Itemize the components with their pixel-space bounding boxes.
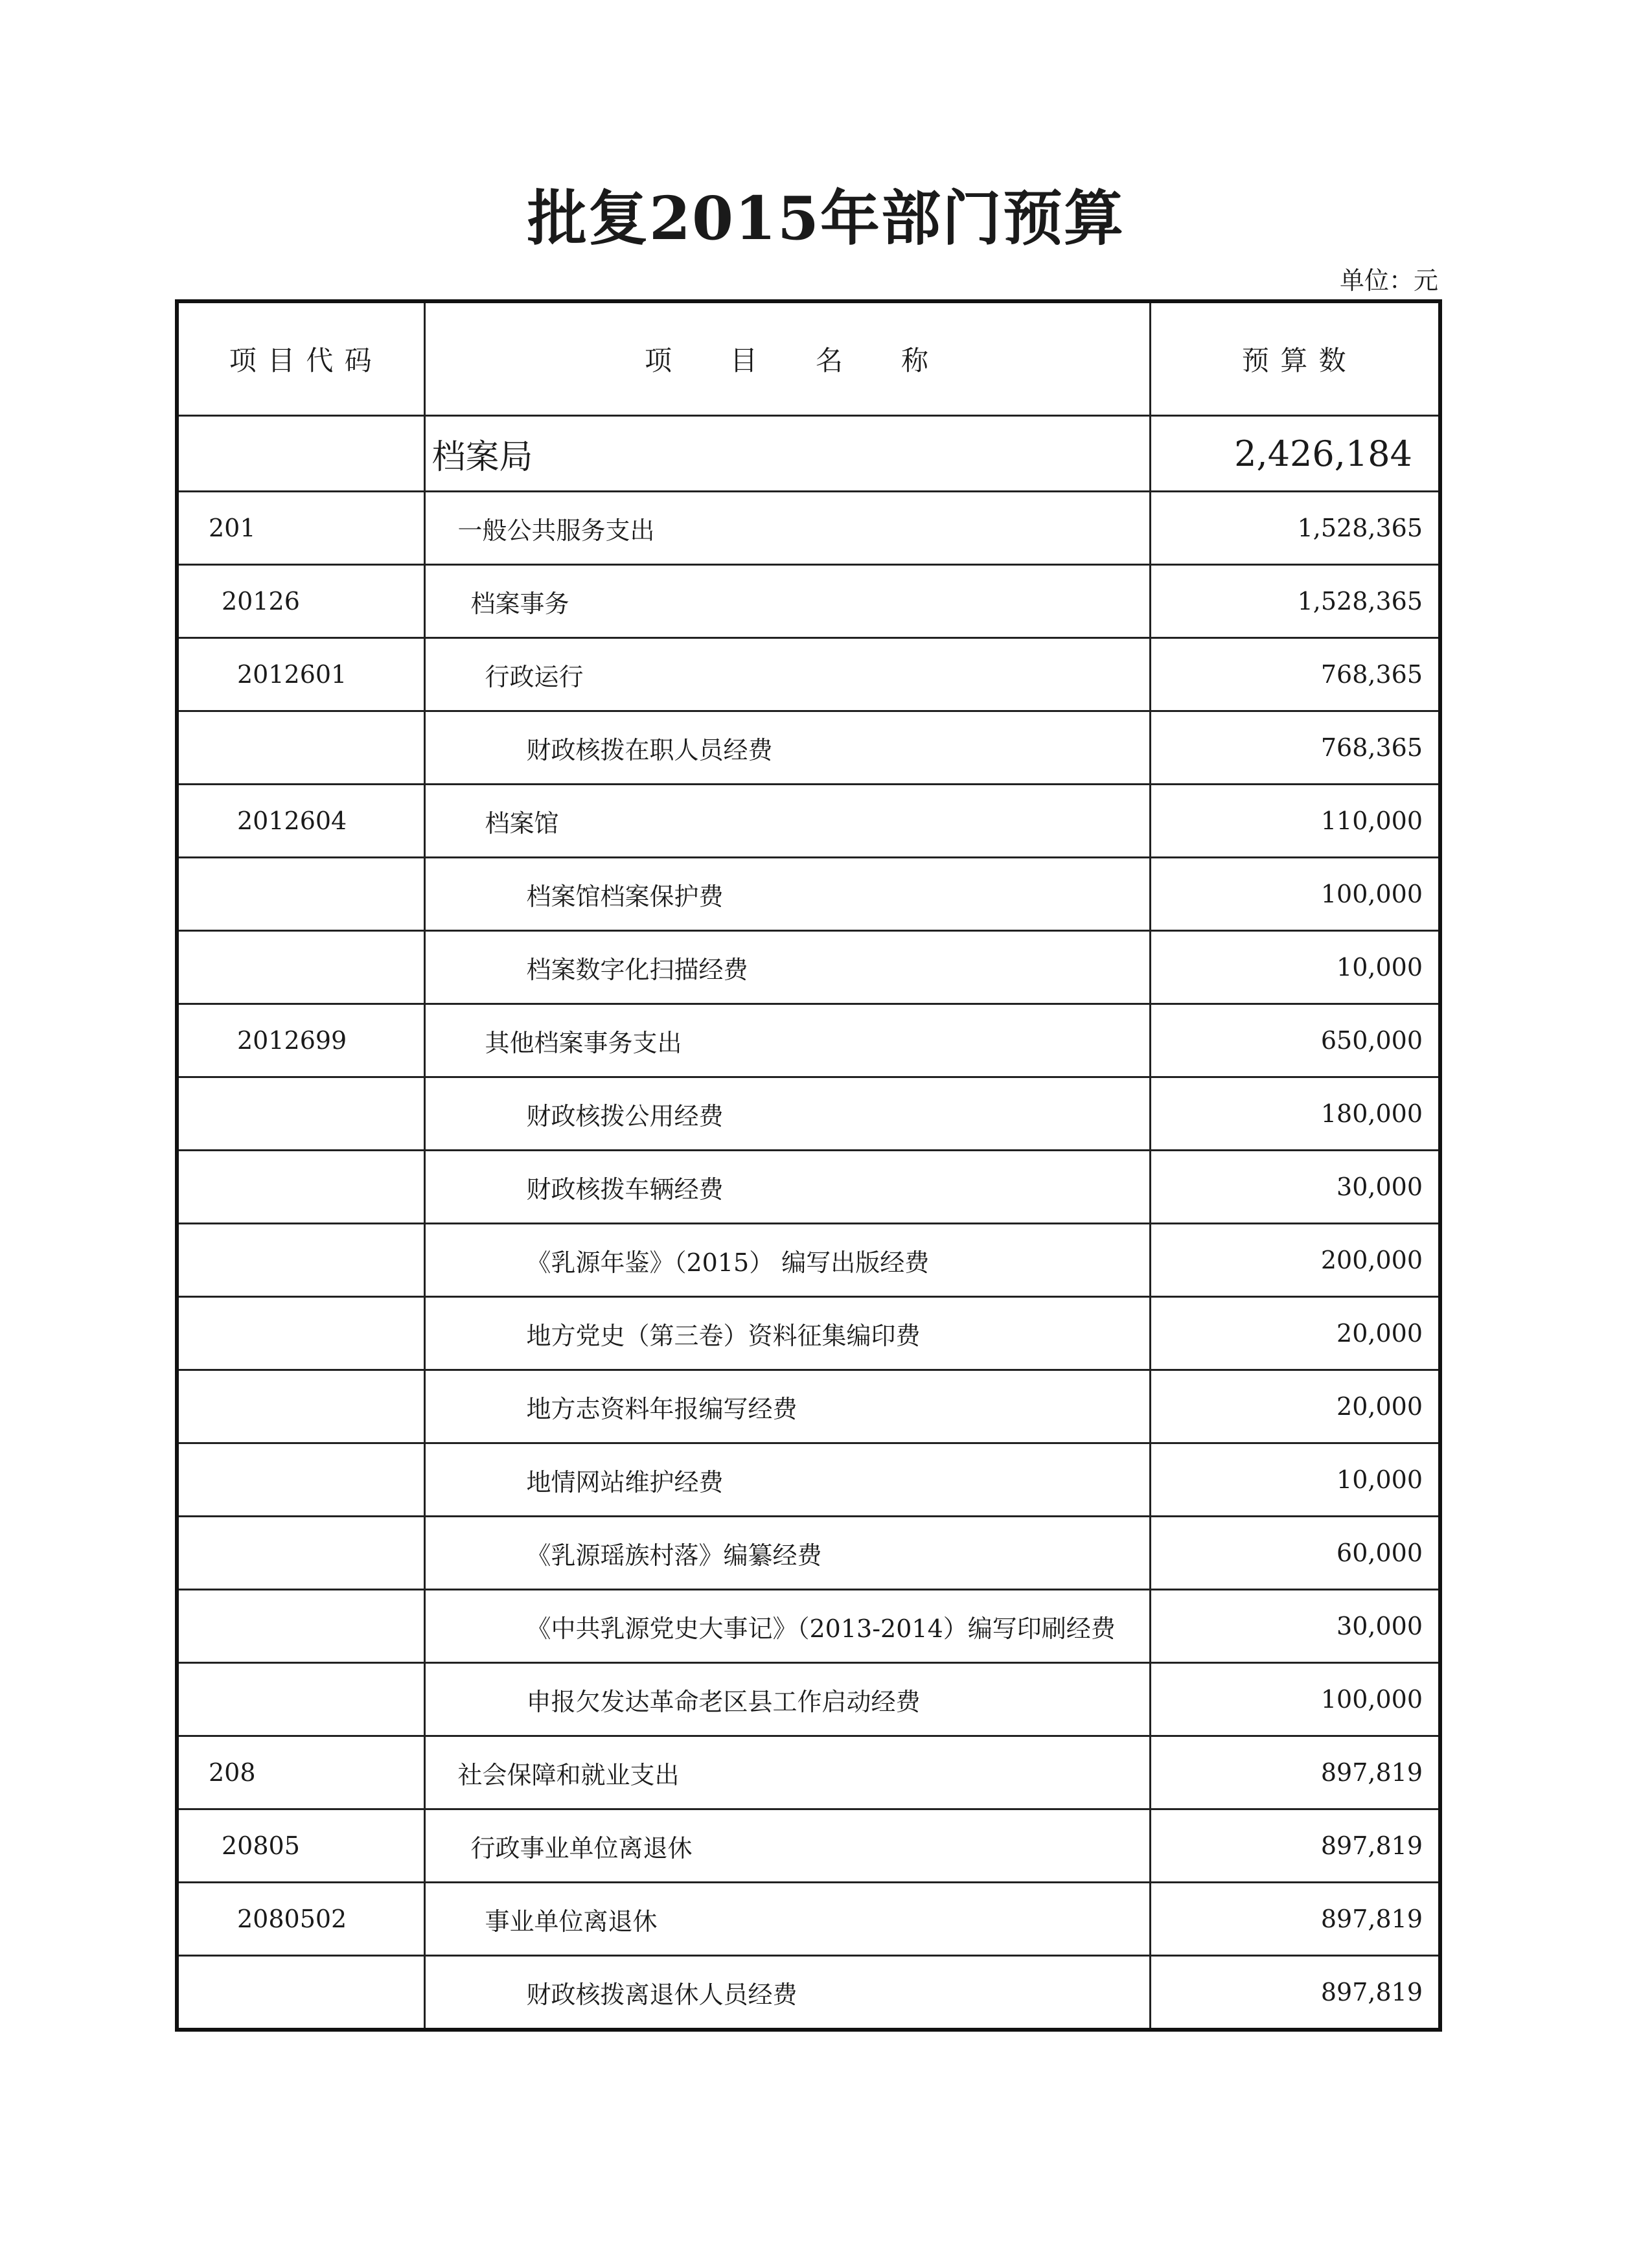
table-row <box>177 1883 1440 1956</box>
item-name: 财政核拨离退休人员经费 <box>424 1956 1150 2030</box>
item-code <box>177 1590 424 1663</box>
table-row <box>177 1809 1440 1883</box>
table-row <box>177 1297 1440 1370</box>
department-name: 档案局 <box>424 416 1150 492</box>
item-amount: 30,000 <box>1150 1590 1440 1663</box>
item-name: 《乳源瑶族村落》编纂经费 <box>424 1517 1150 1590</box>
item-name: 档案事务 <box>424 565 1150 638</box>
table-row <box>177 785 1440 858</box>
item-amount: 10,000 <box>1150 1443 1440 1517</box>
table-row <box>177 1151 1440 1224</box>
item-name: 其他档案事务支出 <box>424 1004 1150 1077</box>
item-amount: 650,000 <box>1150 1004 1440 1077</box>
table-row <box>177 1663 1440 1736</box>
table-row <box>177 565 1440 638</box>
table-row <box>177 858 1440 931</box>
item-code: 2080502 <box>177 1883 424 1956</box>
table-row <box>177 1443 1440 1517</box>
header-name: 项 目 名 称 <box>424 301 1150 416</box>
item-code: 2012699 <box>177 1004 424 1077</box>
item-code <box>177 1224 424 1297</box>
table-row <box>177 1004 1440 1077</box>
item-code <box>177 1151 424 1224</box>
table-row <box>177 1224 1440 1297</box>
item-amount: 768,365 <box>1150 711 1440 785</box>
item-code: 2012604 <box>177 785 424 858</box>
item-name: 档案馆档案保护费 <box>424 858 1150 931</box>
item-name: 地方党史（第三卷）资料征集编印费 <box>424 1297 1150 1370</box>
table-row <box>177 1590 1440 1663</box>
table-row <box>177 711 1440 785</box>
item-amount: 100,000 <box>1150 858 1440 931</box>
item-code: 201 <box>177 492 424 565</box>
item-name: 档案馆 <box>424 785 1150 858</box>
item-amount: 20,000 <box>1150 1370 1440 1443</box>
table-row <box>177 1370 1440 1443</box>
item-amount: 897,819 <box>1150 1736 1440 1809</box>
item-name: 地方志资料年报编写经费 <box>424 1370 1150 1443</box>
item-amount: 768,365 <box>1150 638 1440 711</box>
item-name: 行政运行 <box>424 638 1150 711</box>
item-code <box>177 1663 424 1736</box>
item-amount: 10,000 <box>1150 931 1440 1004</box>
item-name: 档案数字化扫描经费 <box>424 931 1150 1004</box>
table-header-row <box>177 301 1440 416</box>
item-code <box>177 1517 424 1590</box>
item-name: 一般公共服务支出 <box>424 492 1150 565</box>
item-name: 社会保障和就业支出 <box>424 1736 1150 1809</box>
department-code <box>177 416 424 492</box>
item-code <box>177 858 424 931</box>
item-name: 行政事业单位离退休 <box>424 1809 1150 1883</box>
item-code: 208 <box>177 1736 424 1809</box>
table-row <box>177 1956 1440 2030</box>
item-amount: 20,000 <box>1150 1297 1440 1370</box>
header-amount: 预 算 数 <box>1150 301 1440 416</box>
item-amount: 110,000 <box>1150 785 1440 858</box>
item-amount: 100,000 <box>1150 1663 1440 1736</box>
item-amount: 897,819 <box>1150 1809 1440 1883</box>
unit-label: 单位：元 <box>1339 266 1438 295</box>
item-code <box>177 1443 424 1517</box>
item-name: 《乳源年鉴》（2015） 编写出版经费 <box>424 1224 1150 1297</box>
item-code <box>177 1370 424 1443</box>
header-code: 项 目 代 码 <box>177 301 424 416</box>
table-row <box>177 931 1440 1004</box>
table-row <box>177 492 1440 565</box>
item-amount: 200,000 <box>1150 1224 1440 1297</box>
item-amount: 1,528,365 <box>1150 565 1440 638</box>
table-row <box>177 638 1440 711</box>
item-amount: 897,819 <box>1150 1883 1440 1956</box>
budget-table <box>175 299 1442 2032</box>
item-code: 2012601 <box>177 638 424 711</box>
item-amount: 897,819 <box>1150 1956 1440 2030</box>
item-code: 20126 <box>177 565 424 638</box>
table-body <box>177 416 1440 2030</box>
item-code: 20805 <box>177 1809 424 1883</box>
item-name: 申报欠发达革命老区县工作启动经费 <box>424 1663 1150 1736</box>
item-code <box>177 711 424 785</box>
page-title: 批复2015年部门预算 <box>527 183 1125 253</box>
department-row <box>177 416 1440 492</box>
item-name: 财政核拨在职人员经费 <box>424 711 1150 785</box>
table-row <box>177 1736 1440 1809</box>
item-code <box>177 1297 424 1370</box>
table-row <box>177 1517 1440 1590</box>
department-amount: 2,426,184 <box>1150 416 1440 492</box>
item-amount: 1,528,365 <box>1150 492 1440 565</box>
item-code <box>177 931 424 1004</box>
item-name: 事业单位离退休 <box>424 1883 1150 1956</box>
item-amount: 60,000 <box>1150 1517 1440 1590</box>
table-row <box>177 1077 1440 1151</box>
item-code <box>177 1077 424 1151</box>
item-name: 《中共乳源党史大事记》（2013-2014）编写印刷经费 <box>424 1590 1150 1663</box>
item-name: 财政核拨公用经费 <box>424 1077 1150 1151</box>
item-amount: 180,000 <box>1150 1077 1440 1151</box>
item-code <box>177 1956 424 2030</box>
item-amount: 30,000 <box>1150 1151 1440 1224</box>
item-name: 地情网站维护经费 <box>424 1443 1150 1517</box>
item-name: 财政核拨车辆经费 <box>424 1151 1150 1224</box>
